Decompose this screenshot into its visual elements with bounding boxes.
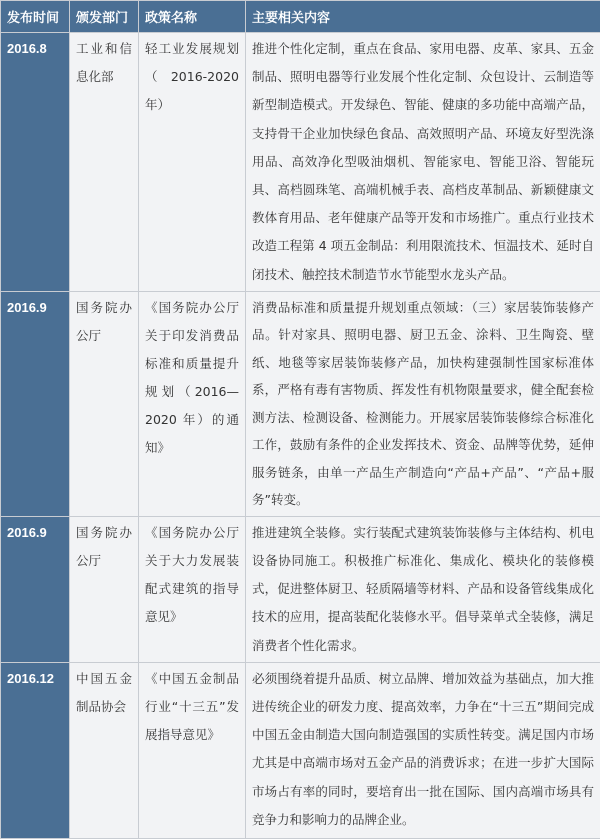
row-department: 国务院办公厅 <box>70 516 139 662</box>
table-row <box>1 33 600 292</box>
row-content: 推进建筑全装修。实行装配式建筑装饰装修与主体结构、机电设备协同施工。积极推广标准化、集成化、模块化的装修模式，促进整体厨卫、轻质隔墙等材料、产品和设备管线集成化技术的应用，提高装配化装修水平。倡导菜单式全装修，满足消费者个性化需求。 <box>246 516 600 662</box>
header-content: 主要相关内容 <box>246 1 600 33</box>
row-content: 消费品标准和质量提升规划重点领域：（三）家居装饰装修产品。针对家具、照明电器、厨卫五金、涂料、卫生陶瓷、壁纸、地毯等家居装饰装修产品，加快构建强制性国家标准体系，严格有毒有害物质、挥发性有机物限量要求，健全配套检测方法、检测设备、检测能力。开展家居装饰装修综合标准化工作，鼓励有条件的企业发挥技术、资金、品牌等优势，延伸服务链条，由单一产品生产制造向“产品+产品”、“产品+服务”转变。 <box>246 291 600 516</box>
row-policy-name: 轻工业发展规划（2016-2020 年） <box>139 33 246 292</box>
row-policy-name: 《国务院办公厅关于印发消费品标准和质量提升规划（2016—2020 年）的通知》 <box>139 291 246 516</box>
header-policy-name: 政策名称 <box>139 1 246 33</box>
row-date: 2016.9 <box>1 291 70 516</box>
row-department: 国务院办公厅 <box>70 291 139 516</box>
row-content: 推进个性化定制，重点在食品、家用电器、皮革、家具、五金制品、照明电器等行业发展个性化定制、众包设计、云制造等新型制造模式。开发绿色、智能、健康的多功能中高端产品，支持骨干企业加快绿色食品、高效照明产品、环境友好型洗涤用品、高效净化型吸油烟机、智能家电、智能卫浴、智能玩具、高档圆珠笔、高端机械手表、高档皮革制品、新颖健康文教体育用品、老年健康产品等开发和市场推广。重点行业技术改造工程第 4 项五金制品：利用限流技术、恒温技术、延时自闭技术、触控技术制造节水节能型水龙头产品。 <box>246 33 600 292</box>
row-policy-name: 《国务院办公厅关于大力发展装配式建筑的指导意见》 <box>139 516 246 662</box>
row-date: 2016.8 <box>1 33 70 292</box>
row-date: 2016.9 <box>1 516 70 662</box>
row-policy-name: 《中国五金制品行业“十三五”发展指导意见》 <box>139 662 246 838</box>
row-department: 工业和信息化部 <box>70 33 139 292</box>
table-row <box>1 291 600 516</box>
header-date: 发布时间 <box>1 1 70 33</box>
row-department: 中国五金制品协会 <box>70 662 139 838</box>
table-row <box>1 516 600 662</box>
header-department: 颁发部门 <box>70 1 139 33</box>
table-row <box>1 662 600 838</box>
table-header-row <box>1 1 600 33</box>
row-date: 2016.12 <box>1 662 70 838</box>
row-content: 必须围绕着提升品质、树立品牌、增加效益为基础点，加大推进传统企业的研发力度、提高效率，力争在“十三五”期间完成中国五金由制造大国向制造强国的实质性转变。满足国内市场尤其是中高端市场对五金产品的消费诉求；在进一步扩大国际市场占有率的同时，要培育出一批在国际、国内高端市场具有竞争力和影响力的品牌企业。 <box>246 662 600 838</box>
